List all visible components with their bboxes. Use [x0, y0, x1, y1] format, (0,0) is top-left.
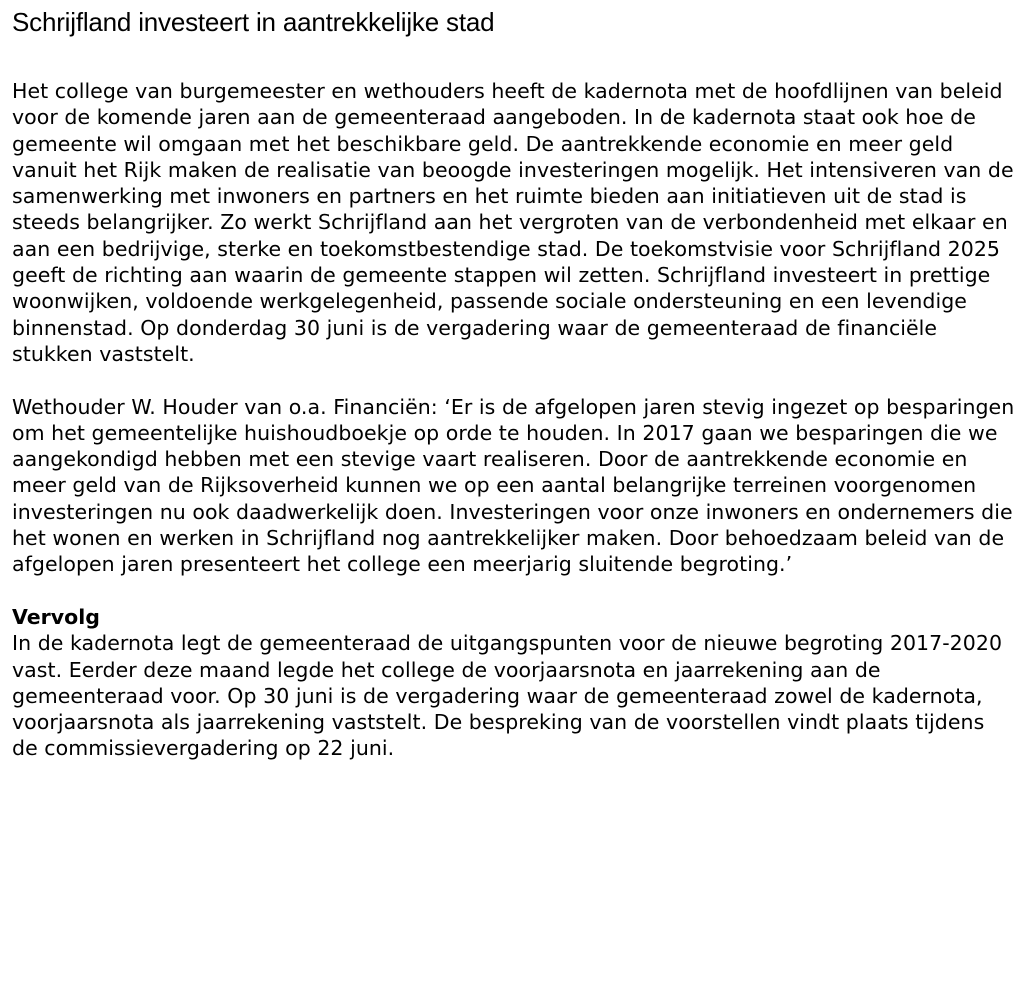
article-paragraph-quote: Wethouder W. Houder van o.a. Financiën: ‘Er is de afgelopen jaren stevig ingezet op besparingen om het gemeentelijke huishoudboekje op orde te houden. In 2017 gaan we besparingen die we aangekondigd hebben met een stevige vaart realiseren. Door de aantrekkende economie en meer geld van de Rijksoverheid kunnen we op een aantal belangrijke terreinen voorgenomen investeringen nu ook daadwerkelijk doen. Investeringen voor onze inwoners en ondernemers die het wonen en werken in Schrijfland nog aantrekkelijker maken. Door behoedzaam beleid van de afgelopen jaren presenteert het college een meerjarig sluitende begroting.’ — [12, 394, 1015, 577]
article-paragraph-intro: Het college van burgemeester en wethouders heeft de kadernota met de hoofdlijnen van beleid voor de komende jaren aan de gemeenteraad aangeboden. In de kadernota staat ook hoe de gemeente wil omgaan met het beschikbare geld. De aantrekkende economie en meer geld vanuit het Rijk maken de realisatie van beoogde investeringen mogelijk. Het intensiveren van de samenwerking met inwoners en partners en het ruimte bieden aan initiatieven uit de stad is steeds belangrijker. Zo werkt Schrijfland aan het vergroten van de verbondenheid met elkaar en aan een bedrijvige, sterke en toekomstbestendige stad. De toekomstvisie voor Schrijfland 2025 geeft de richting aan waarin de gemeente stappen wil zetten. Schrijfland investeert in prettige woonwijken, voldoende werkgelegenheid, passende sociale ondersteuning en een levendige binnenstad. Op donderdag 30 juni is de vergadering waar de gemeenteraad de financiële stukken vaststelt. — [12, 79, 1014, 366]
article-paragraph-closing: In de kadernota legt de gemeenteraad de uitgangspunten voor de nieuwe begroting 2017-2020 vast. Eerder deze maand legde het college de voorjaarsnota en jaarrekening aan de gemeenteraad voor. Op 30 juni is de vergadering waar de gemeenteraad zowel de kadernota, voorjaarsnota als jaarrekening vaststelt. De bespreking van de voorstellen vindt plaats tijdens de commissievergadering op 22 juni. — [12, 631, 1003, 761]
article-title: Schrijfland investeert in aantrekkelijke stad — [12, 7, 495, 37]
document-page — [12, 0, 1016, 762]
section-heading-vervolg: Vervolg — [12, 604, 100, 629]
